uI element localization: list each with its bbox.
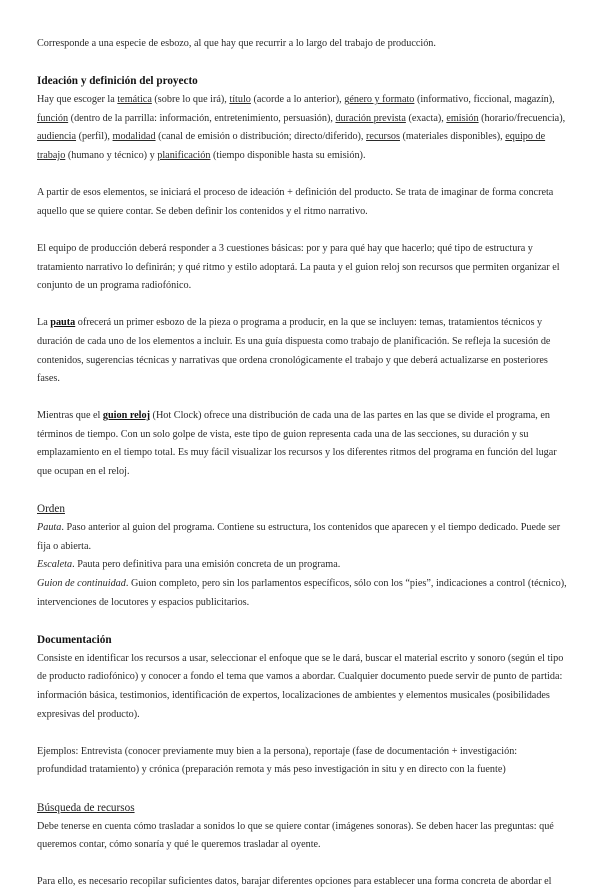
ideacion-paragraph-pauta: La pauta ofrecerá un primer esbozo de la pieza o programa a producir, en la que se incluyen: temas, tratamientos técnicos y duración de cada uno de los elementos a incluir. Es una guía dispuesta como trabajo de planificación. Se refleja la sucesión de contenidos, sugerencias técnicas y narrativas que ordena cronológicamente el trabajo y que deberá actualizarse en posteriores fases.	[37, 317, 551, 385]
documentacion-heading: Documentación	[37, 633, 112, 646]
term-emision: emisión	[446, 112, 479, 124]
term-duracion-prevista: duración prevista	[335, 112, 406, 124]
term-funcion: función	[37, 112, 69, 124]
term-equipo-trabajo: equipo de trabajo	[37, 131, 546, 161]
busqueda-paragraph: Debe tenerse en cuenta cómo trasladar a sonidos lo que se quiere contar (imágenes sonoras). Se deben hacer las preguntas: qué queremos contar, cómo sonaría y qué le queremos trasladar al oyente.	[37, 820, 554, 851]
term-genero-formato: género y formato	[344, 94, 415, 106]
ideacion-paragraph-process: A partir de esos elementos, se iniciará el proceso de ideación + definición del producto. Se trata de imaginar de forma concreta aquello que se quiere contar. Se deben definir los contenidos y el ritmo narrativo.	[37, 187, 554, 217]
term-tematica: temática	[117, 94, 152, 106]
documentacion-examples: Ejemplos: Entrevista (conocer previamente muy bien a la persona), reportaje (fase de documentación + investigación: profundidad tratamiento) y crónica (preparación remota y más peso investigación in situ y en directo con la fuente)	[37, 745, 518, 776]
orden-item-escaleta: Escaleta. Pauta pero definitiva para una emisión concreta de un programa.	[37, 559, 341, 571]
busqueda-heading: Búsqueda de recursos	[37, 801, 135, 814]
ideacion-paragraph-guion-reloj: Mientras que el guion reloj (Hot Clock) ofrece una distribución de cada una de las partes en las que se divide el programa, en términos de tiempo. Con un solo golpe de vista, este tipo de guion representa cada una de las secciones, su duración y su emplazamiento en el tiempo total. Es muy fácil visualizar los recursos y los diferentes ritmos del programa en función del lugar que ocupan en el reloj.	[37, 410, 557, 478]
term-modalidad: modalidad	[112, 131, 156, 143]
orden-item-guion-continuidad: Guion de continuidad. Guion completo, pero sin los parlamentos específicos, sólo con los “pies”, indicaciones a control (técnico), intervenciones de locutores y espacios publicitarios.	[37, 578, 567, 608]
term-guion-reloj: guion reloj	[102, 410, 150, 422]
intro-paragraph: Corresponde a una especie de esbozo, al que hay que recurrir a lo largo del trabajo de producción.	[37, 38, 436, 49]
ideacion-paragraph-questions: El equipo de producción deberá responder a 3 cuestiones básicas: por y para qué hay que hacerlo; qué tipo de estructura y tratamiento narrativo lo definirán; y qué ritmo y estilo adoptará. La pauta y el guion reloj son recursos que permiten organizar el conjunto de un programa radiofónico.	[37, 242, 560, 292]
orden-heading: Orden	[37, 503, 65, 516]
busqueda-paragraph-2: Para ello, es necesario recopilar suficientes datos, barajar diferentes opciones para establecer una forma concreta de abordar el	[37, 876, 552, 888]
ideacion-paragraph-elements: Hay que escoger la temática (sobre lo que irá), título (acorde a lo anterior), género y formato (informativo, ficcional, magazín), función (dentro de la parrilla: información, entretenimiento, persuasión), duración prevista (exacta), emisión (horario/frecuencia), audiencia (perfil), modalidad (canal de emisión o distribución; directo/diferido), recursos (materiales disponibles), equipo de trabajo (humano y técnico) y planificación (tiempo disponible hasta su emisión).	[37, 94, 566, 161]
ideacion-heading: Ideación y definición del proyecto	[37, 75, 198, 88]
orden-item-pauta: Pauta. Paso anterior al guion del programa. Contiene su estructura, los contenidos que aparecen y el tiempo dedicado. Puede ser fija o abierta.	[37, 522, 561, 552]
documentacion-paragraph: Consiste en identificar los recursos a usar, seleccionar el enfoque que se le dará, buscar el material escrito y sonoro (según el tipo de producto radiofónico) y conocer a fondo el tema que vamos a abordar. Cualquier documento puede servir de punto de partida: información básica, testimonios, identificación de expertos, localizaciones de ambientes y elementos musicales (posibilidades expresivas del producto).	[37, 652, 564, 720]
term-recursos: recursos	[366, 131, 400, 143]
term-pauta: pauta	[50, 317, 76, 329]
term-audiencia: audiencia	[37, 131, 77, 143]
term-planificacion: planificación	[157, 149, 211, 161]
term-titulo: título	[229, 94, 251, 106]
